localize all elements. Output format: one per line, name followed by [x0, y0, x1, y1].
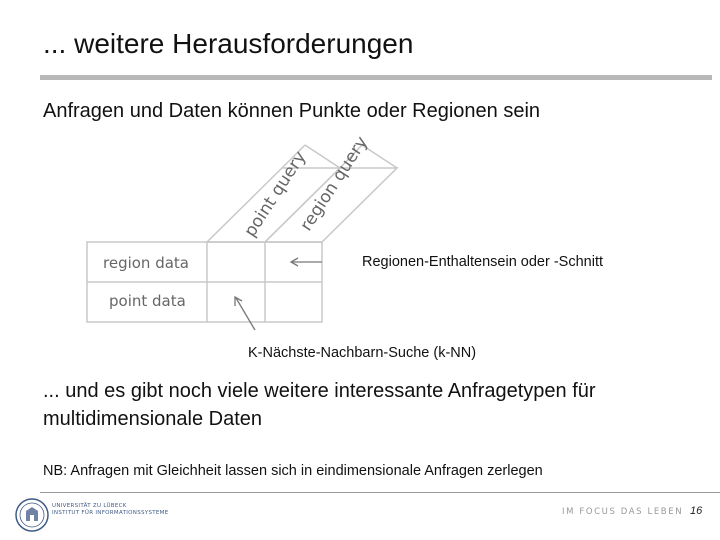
annotation-region-containment: Regionen-Enthaltensein oder -Schnitt — [362, 254, 604, 270]
institute-name: INSTITUT FÜR INFORMATIONSSYSTEME — [52, 510, 169, 516]
slide-title: ... weitere Herausforderungen — [43, 28, 414, 59]
note-text: NB: Anfragen mit Gleichheit lassen sich in eindimensionale Anfragen zerlegen — [43, 463, 543, 479]
university-seal-icon — [14, 497, 50, 533]
row-label-point-data: point data — [109, 292, 186, 310]
arrow-to-knn-cell — [235, 297, 255, 330]
university-name: UNIVERSITÄT ZU LÜBECK — [52, 503, 127, 509]
annotation-knn: K-Nächste-Nachbarn-Suche (k-NN) — [248, 345, 477, 361]
slide-subtitle: Anfragen und Daten können Punkte oder Regionen sein — [43, 100, 541, 122]
column-label-region-query: region query — [296, 133, 373, 235]
footer-slogan: IM FOCUS DAS LEBEN — [562, 507, 684, 517]
body-paragraph: ... und es gibt noch viele weitere interessante Anfragetypen für multidimensionale Daten — [43, 380, 596, 430]
arrow-to-region-cell — [291, 258, 322, 266]
page-number: 16 — [690, 505, 703, 517]
university-logo-text — [52, 503, 169, 517]
column-label-point-query: point query — [240, 147, 311, 241]
row-label-region-data: region data — [103, 254, 189, 272]
footer-divider — [40, 492, 720, 493]
